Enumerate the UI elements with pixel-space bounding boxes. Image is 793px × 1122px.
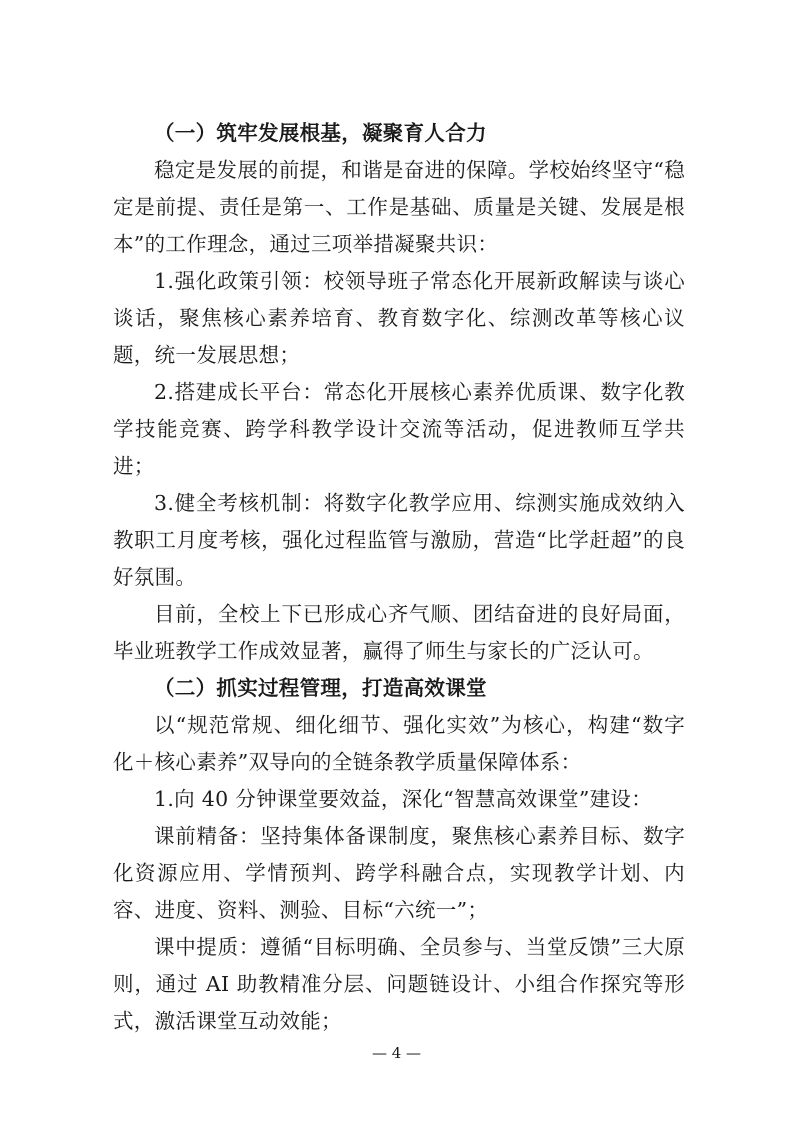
paragraph-item-1: 1.强化政策引领：校领导班子常态化开展新政解读与谈心谈话，聚焦核心素养培育、教育数字化、综测改革等核心议题，统一发展思想； — [113, 269, 685, 367]
paragraph-classroom: 1.向 40 分钟课堂要效益，深化“智慧高效课堂”建设： — [154, 787, 653, 811]
paragraph-summary: 目前，全校上下已形成心齐气顺、团结奋进的良好局面，毕业班教学工作成效显著，赢得了师生与家长的广泛认可。 — [113, 602, 685, 663]
paragraph-inclass: 课中提质：遵循“目标明确、全员参与、当堂反馈”三大原则，通过 AI 助教精准分层、问题链设计、小组合作探究等形式，激活课堂互动效能； — [113, 935, 685, 1033]
document-body — [113, 115, 685, 1040]
section-heading-2: （二）抓实过程管理，打造高效课堂 — [154, 676, 487, 700]
section-heading-1: （一）筑牢发展根基，凝聚育人合力 — [154, 121, 487, 145]
paragraph-preclass: 课前精备：坚持集体备课制度，聚焦核心素养目标、数字化资源应用、学情预判、跨学科融合点，实现教学计划、内容、进度、资料、测验、目标“六统一”； — [113, 824, 685, 922]
page-number: — 4 — — [371, 1044, 422, 1062]
paragraph-item-3: 3.健全考核机制：将数字化教学应用、综测实施成效纳入教职工月度考核，强化过程监管与激励，营造“比学赶超”的良好氛围。 — [113, 491, 685, 589]
paragraph-item-2: 2.搭建成长平台：常态化开展核心素养优质课、数字化教学技能竞赛、跨学科教学设计交流等活动，促进教师互学共进； — [113, 380, 685, 478]
paragraph-intro: 稳定是发展的前提，和谐是奋进的保障。学校始终坚守“稳定是前提、责任是第一、工作是基础、质量是关键、发展是根本”的工作理念，通过三项举措凝聚共识： — [113, 158, 685, 256]
paragraph-framework: 以“规范常规、细化细节、强化实效”为核心，构建“数字化＋核心素养”双导向的全链条教学质量保障体系： — [113, 713, 685, 774]
